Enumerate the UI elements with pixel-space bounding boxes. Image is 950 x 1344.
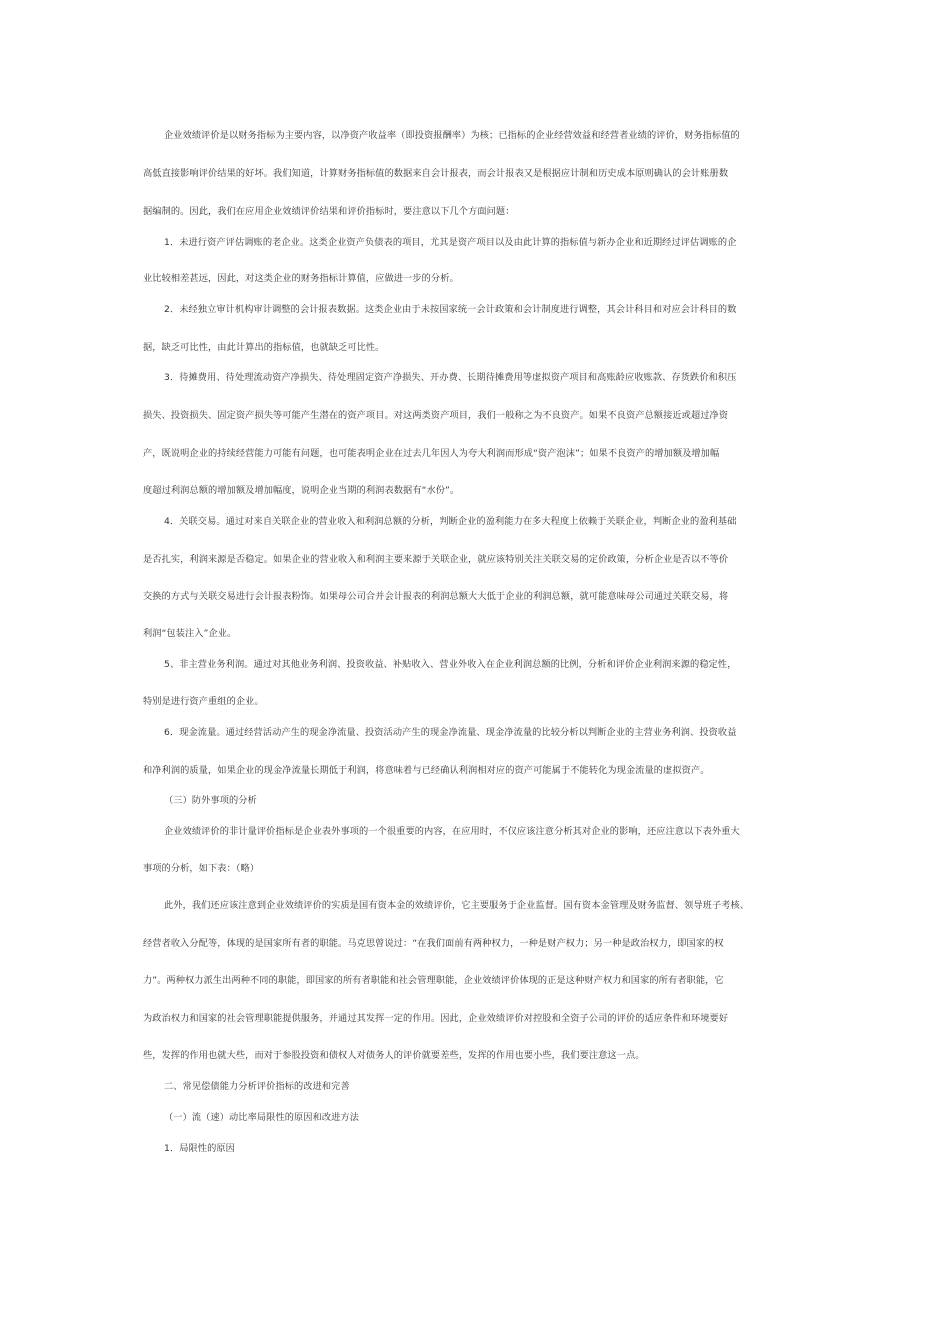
text-line: 损失、投资损失、固定资产损失等可能产生潜在的资产项目。对这两类资产项目，我们一般称之为不良资产。如果不良资产总额接近或超过净资 (143, 410, 729, 421)
text-line: 利润“包装注入”企业。 (143, 628, 237, 639)
subsection-heading: （一）流（速）动比率局限性的原因和改进方法 (164, 1112, 360, 1123)
text-line: 些，发挥的作用也就大些，而对于参股投资和债权人对债务人的评价就要差些，发挥的作用也要小些，我们要注意这一点。 (143, 1050, 645, 1061)
text-line: 特别是进行资产重组的企业。 (143, 696, 264, 707)
text-line: 产，既说明企业的持续经营能力可能有问题，也可能表明企业在过去几年因人为夸大利润而形成“资产泡沫”；如果不良资产的增加额及增加幅 (143, 448, 720, 459)
text-line: 企业效绩评价的非计量评价指标是企业表外事项的一个很重要的内容，在应用时，不仅应该注意分析其对企业的影响，还应注意以下表外重大 (164, 826, 740, 837)
text-line: 此外，我们还应该注意到企业效绩评价的实质是国有资本金的效绩评价，它主要服务于企业监督。国有资本金管理及财务监督、领导班子考核、 (164, 900, 750, 911)
text-line: 5、非主营业务利润。通过对其他业务利润、投资收益、补贴收入、营业外收入在企业利润总额的比例，分析和评价企业利润来源的稳定性， (164, 659, 737, 670)
text-line: 4．关联交易。通过对来自关联企业的营业收入和利润总额的分析，判断企业的盈利能力在多大程度上依赖于关联企业，判断企业的盈利基础 (164, 516, 737, 527)
text-line: 据编制的。因此，我们在应用企业效绩评价结果和评价指标时，要注意以下几个方面问题： (143, 206, 515, 217)
text-line: 度超过利润总额的增加额及增加幅度，说明企业当期的利润表数据有“水份”。 (143, 485, 460, 496)
text-line: 2．未经独立审计机构审计调整的会计报表数据。这类企业由于未按国家统一会计政策和会计制度进行调整，其会计科目和对应会计科目的数 (164, 304, 737, 315)
text-line: 业比较相差甚远，因此，对这类企业的财务指标计算值，应做进一步的分析。 (143, 273, 459, 284)
text-line: 为政治权力和国家的社会管理职能提供服务，并通过其发挥一定的作用。因此，企业效绩评价对控股和全资子公司的评价的适应条件和环境要好 (143, 1013, 729, 1024)
subsection-heading: 1．局限性的原因 (164, 1143, 235, 1154)
text-line: 6．现金流量。通过经营活动产生的现金净流量、投资活动产生的现金净流量、现金净流量的比较分析以判断企业的主营业务利润、投资收益 (164, 727, 737, 738)
text-line: 事项的分析，如下表：（略） (143, 863, 260, 874)
text-line: 3．待摊费用、待处理流动资产净损失、待处理固定资产净损失、开办费、长期待摊费用等虚拟资产项目和高账龄应收账款、存货跌价和积压 (164, 372, 737, 383)
text-line: 高低直接影响评价结果的好坏。我们知道，计算财务指标值的数据来自会计报表，而会计报表又是根据应计制和历史成本原则确认的会计账册数 (143, 168, 729, 179)
text-line: 是否扎实，利润来源是否稳定。如果企业的营业收入和利润主要来源于关联企业，就应该特别关注关联交易的定价政策，分析企业是否以不等价 (143, 554, 729, 565)
text-line: 力”。两种权力派生出两种不同的职能，即国家的所有者职能和社会管理职能，企业效绩评价体现的正是这种财产权力和国家的所有者职能，它 (143, 975, 724, 986)
text-line: 企业效绩评价是以财务指标为主要内容，以净资产收益率（即投资报酬率）为核；已指标的企业经营效益和经营者业绩的评价，财务指标值的 (164, 130, 740, 141)
text-line: 据，缺乏可比性，由此计算出的指标值，也就缺乏可比性。 (143, 342, 385, 353)
text-line: 1．未进行资产评估调账的老企业。这类企业资产负债表的项目，尤其是资产项目以及由此计算的指标值与新办企业和近期经过评估调账的企 (164, 237, 737, 248)
text-line: 交换的方式与关联交易进行会计报表粉饰。如果母公司合并会计报表的利润总额大大低于企业的利润总额，就可能意味母公司通过关联交易，将 (143, 591, 729, 602)
section-heading: 二、常见偿债能力分析评价指标的改进和完善 (164, 1081, 350, 1092)
section-heading: （三）防外事项的分析 (164, 795, 257, 806)
text-line: 经营者收入分配等，体现的是国家所有者的职能。马克思曾说过：“在我们面前有两种权力，一种是财产权力；另一种是政治权力，即国家的权 (143, 938, 724, 949)
text-line: 和净利润的质量，如果企业的现金净流量长期低于利润，将意味着与已经确认利润相对应的资产可能属于不能转化为现金流量的虚拟资产。 (143, 765, 710, 776)
